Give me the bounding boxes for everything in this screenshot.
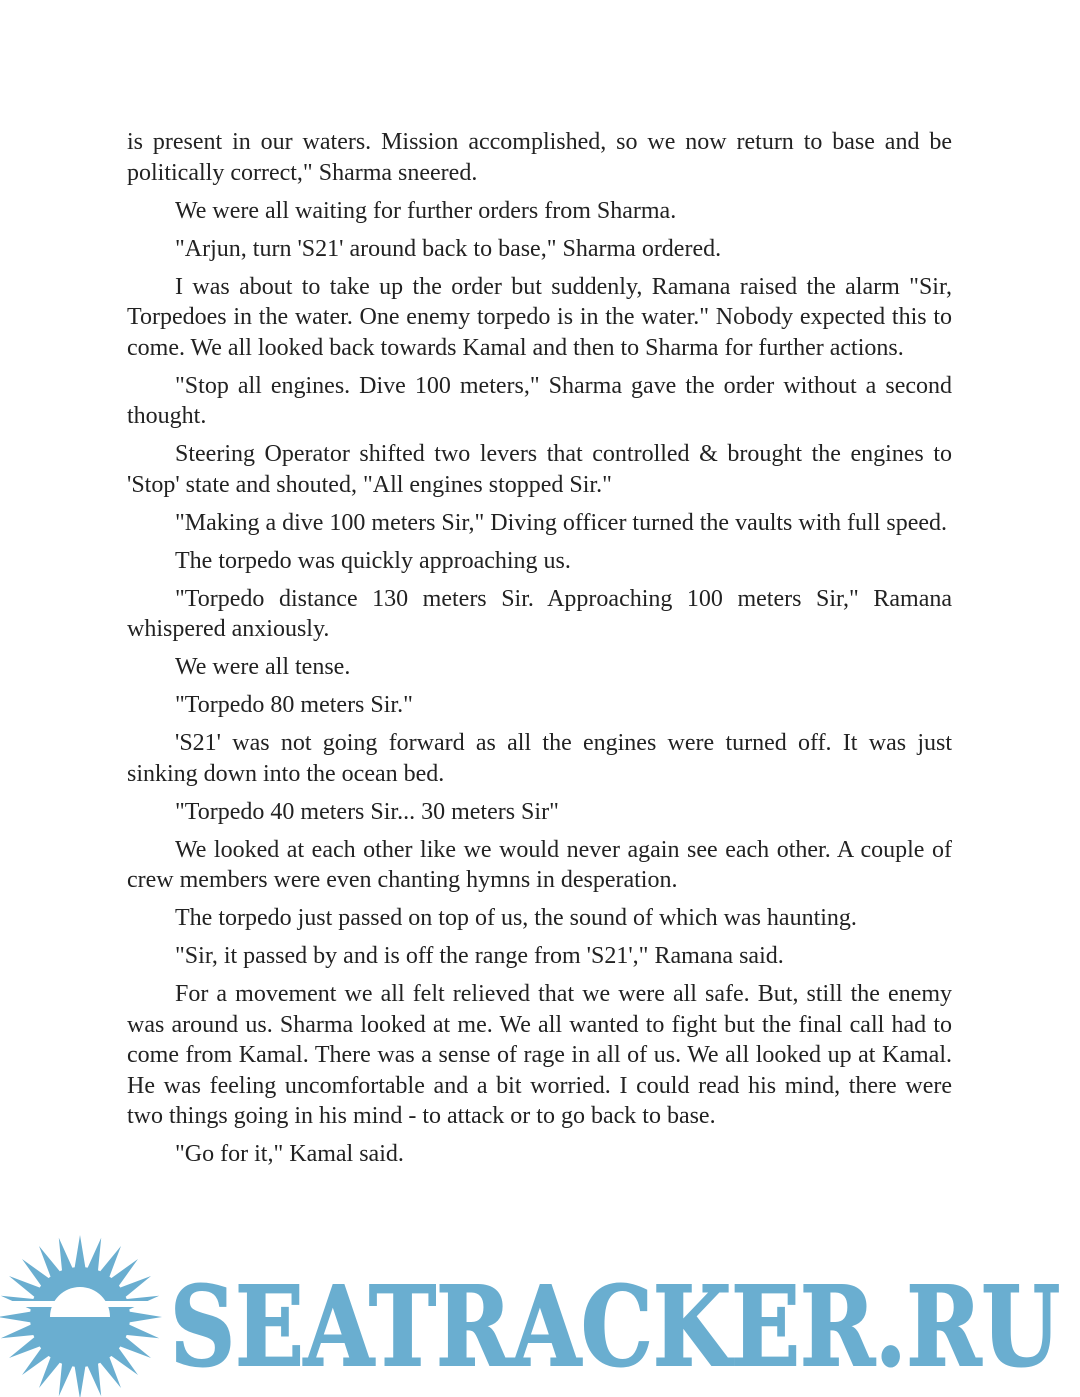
paragraph: I was about to take up the order but suddenly, Ramana raised the alarm "Sir, Torpedoes in the water. One enemy torpedo is in the water." Nobody expected this to come. We all looked back towards Kamal and then to Sharma for further actions. [127, 273, 952, 361]
paragraph: "Torpedo 80 meters Sir." [175, 692, 413, 718]
paragraph: For a movement we all felt relieved that we were all safe. But, still the enemy was around us. Sharma looked at me. We all wanted to fight but the final call had to come from Kamal. There was a sense of rage in all of us. We all looked up at Kamal. He was feeling uncomfortable and a bit worried. I could read his mind, there were two things going in his mind - to attack or to go back to base. [127, 981, 952, 1129]
paragraph: We were all waiting for further orders from Sharma. [175, 197, 677, 224]
paragraph: We were all tense. [175, 654, 351, 680]
paragraph: 'S21' was not going forward as all the engines were turned off. It was just sinking down into the ocean bed. [127, 730, 952, 787]
paragraph: "Sir, it passed by and is off the range from 'S21'," Ramana said. [175, 943, 784, 969]
page-body [127, 127, 952, 1177]
paragraph: The torpedo just passed on top of us, the sound of which was haunting. [175, 905, 857, 931]
paragraph: "Making a dive 100 meters Sir," Diving officer turned the vaults with full speed. [175, 509, 948, 536]
paragraph: We looked at each other like we would never again see each other. A couple of crew members were even chanting hymns in desperation. [127, 836, 952, 893]
paragraph: "Stop all engines. Dive 100 meters," Sharma gave the order without a second thought. [127, 372, 952, 429]
paragraph: The torpedo was quickly approaching us. [175, 547, 571, 574]
paragraph: Steering Operator shifted two levers that controlled & brought the engines to 'Stop' state and shouted, "All engines stopped Sir." [127, 441, 952, 498]
watermark-logo [0, 1235, 1080, 1397]
paragraph: is present in our waters. Mission accomplished, so we now return to base and be politically correct," Sharma sneered. [127, 129, 952, 186]
paragraph: "Torpedo 40 meters Sir... 30 meters Sir" [175, 798, 559, 825]
paragraph: "Go for it," Kamal said. [175, 1141, 404, 1167]
watermark-text: SEATRACKER.RU [170, 1262, 1060, 1391]
paragraph: "Arjun, turn 'S21' around back to base," Sharma ordered. [175, 235, 722, 262]
paragraph: "Torpedo distance 130 meters Sir. Approaching 100 meters Sir," Ramana whispered anxiously. [127, 585, 952, 642]
